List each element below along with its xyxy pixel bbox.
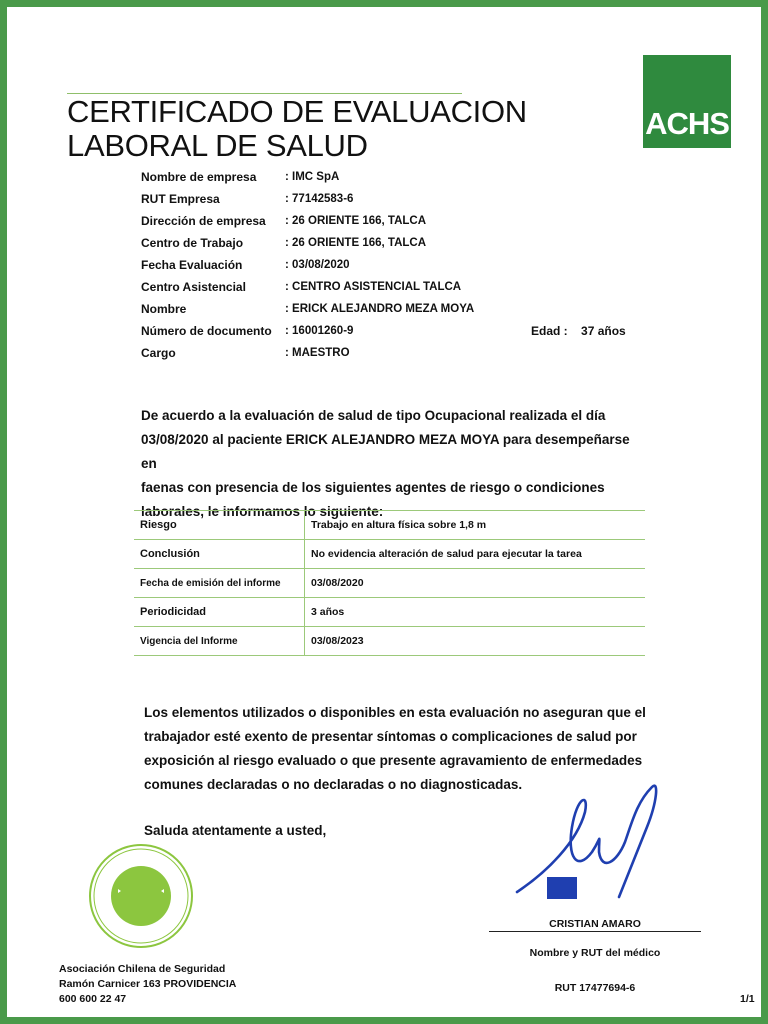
row-label: Fecha de emisión del informe [134,569,305,598]
field-value: : ERICK ALEJANDRO MEZA MOYA [285,303,475,315]
row-value: No evidencia alteración de salud para ejecutar la tarea [305,540,646,569]
document-title [67,95,527,163]
field-label: Nombre [141,302,187,316]
table-row [134,598,645,627]
row-value: Trabajo en altura física sobre 1,8 m [305,511,646,540]
field-value: : IMC SpA [285,171,340,183]
field-value: : 03/08/2020 [285,259,350,271]
age-value: 37 años [581,324,626,338]
disclaimer-line: exposición al riesgo evaluado o que presente agravamiento de enfermedades [144,753,643,768]
results-table [134,510,645,656]
table-row [134,511,645,540]
certified-online-seal [88,843,194,949]
seal-center [111,866,171,926]
signer-caption: Nombre y RUT del médico [529,947,661,959]
page-number: 1/1 [740,993,755,1005]
signature-stroke [517,786,656,897]
intro-line: laborales, le informamos lo siguiente: [141,504,384,519]
closing-text: Saluda atentamente a usted, [144,823,327,838]
footer-org: Asociación Chilena de Seguridad [59,963,226,975]
field-value: : MAESTRO [285,347,350,359]
row-value: 03/08/2020 [305,569,646,598]
age-label: Edad : [531,324,568,338]
field-label: Cargo [141,346,176,360]
intro-paragraph [141,404,646,524]
disclaimer-line: Los elementos utilizados o disponibles en esta evaluación no aseguran que el [144,705,646,720]
field-label: Nombre de empresa [141,170,257,184]
field-value: : 26 ORIENTE 166, TALCA [285,215,427,227]
disclaimer-line: comunes declaradas o no declaradas o no diagnosticadas. [144,777,523,792]
signer-name: CRISTIAN AMARO [549,918,641,930]
signature-drawing [507,772,677,902]
row-label: Periodicidad [134,598,305,627]
field-label: Centro Asistencial [141,280,246,294]
row-label: Riesgo [134,511,305,540]
age-field [531,324,626,338]
row-value: 03/08/2023 [305,627,646,656]
footer-phone: 600 600 22 47 [59,993,127,1005]
field-label: Fecha Evaluación [141,258,243,272]
disclaimer-line: trabajador esté exento de presentar síntomas o complicaciones de salud por [144,729,637,744]
row-label: Vigencia del Informe [134,627,305,656]
intro-line: De acuerdo a la evaluación de salud de tipo Ocupacional realizada el día [141,408,606,423]
footer-address: Ramón Carnicer 163 PROVIDENCIA [59,978,237,990]
achs-logo [643,55,731,148]
table-row [134,627,645,656]
field-value: : 77142583-6 [285,193,354,205]
table-row [134,569,645,598]
field-value: : 16001260-9 [285,325,354,337]
field-value: : 26 ORIENTE 166, TALCA [285,237,427,249]
field-label: RUT Empresa [141,192,220,206]
title-line-2: LABORAL DE SALUD [67,128,368,163]
field-label: Centro de Trabajo [141,236,244,250]
stamp-logo [547,877,577,899]
achs-logo-text: ACHS [645,106,729,141]
row-value: 3 años [305,598,646,627]
row-label: Conclusión [134,540,305,569]
signature-line [489,931,701,932]
field-label: Número de documento [141,324,272,338]
signer-rut: RUT 17477694-6 [554,982,636,994]
intro-line: 03/08/2020 al paciente ERICK ALEJANDRO MEZA MOYA para desempeñarse en [141,432,630,471]
field-label: Dirección de empresa [141,214,266,228]
intro-line: faenas con presencia de los siguientes agentes de riesgo o condiciones [141,480,605,495]
table-row [134,540,645,569]
footer-block [59,962,236,1007]
title-line-1: CERTIFICADO DE EVALUACION [67,94,527,129]
field-value: : CENTRO ASISTENCIAL TALCA [285,281,462,293]
